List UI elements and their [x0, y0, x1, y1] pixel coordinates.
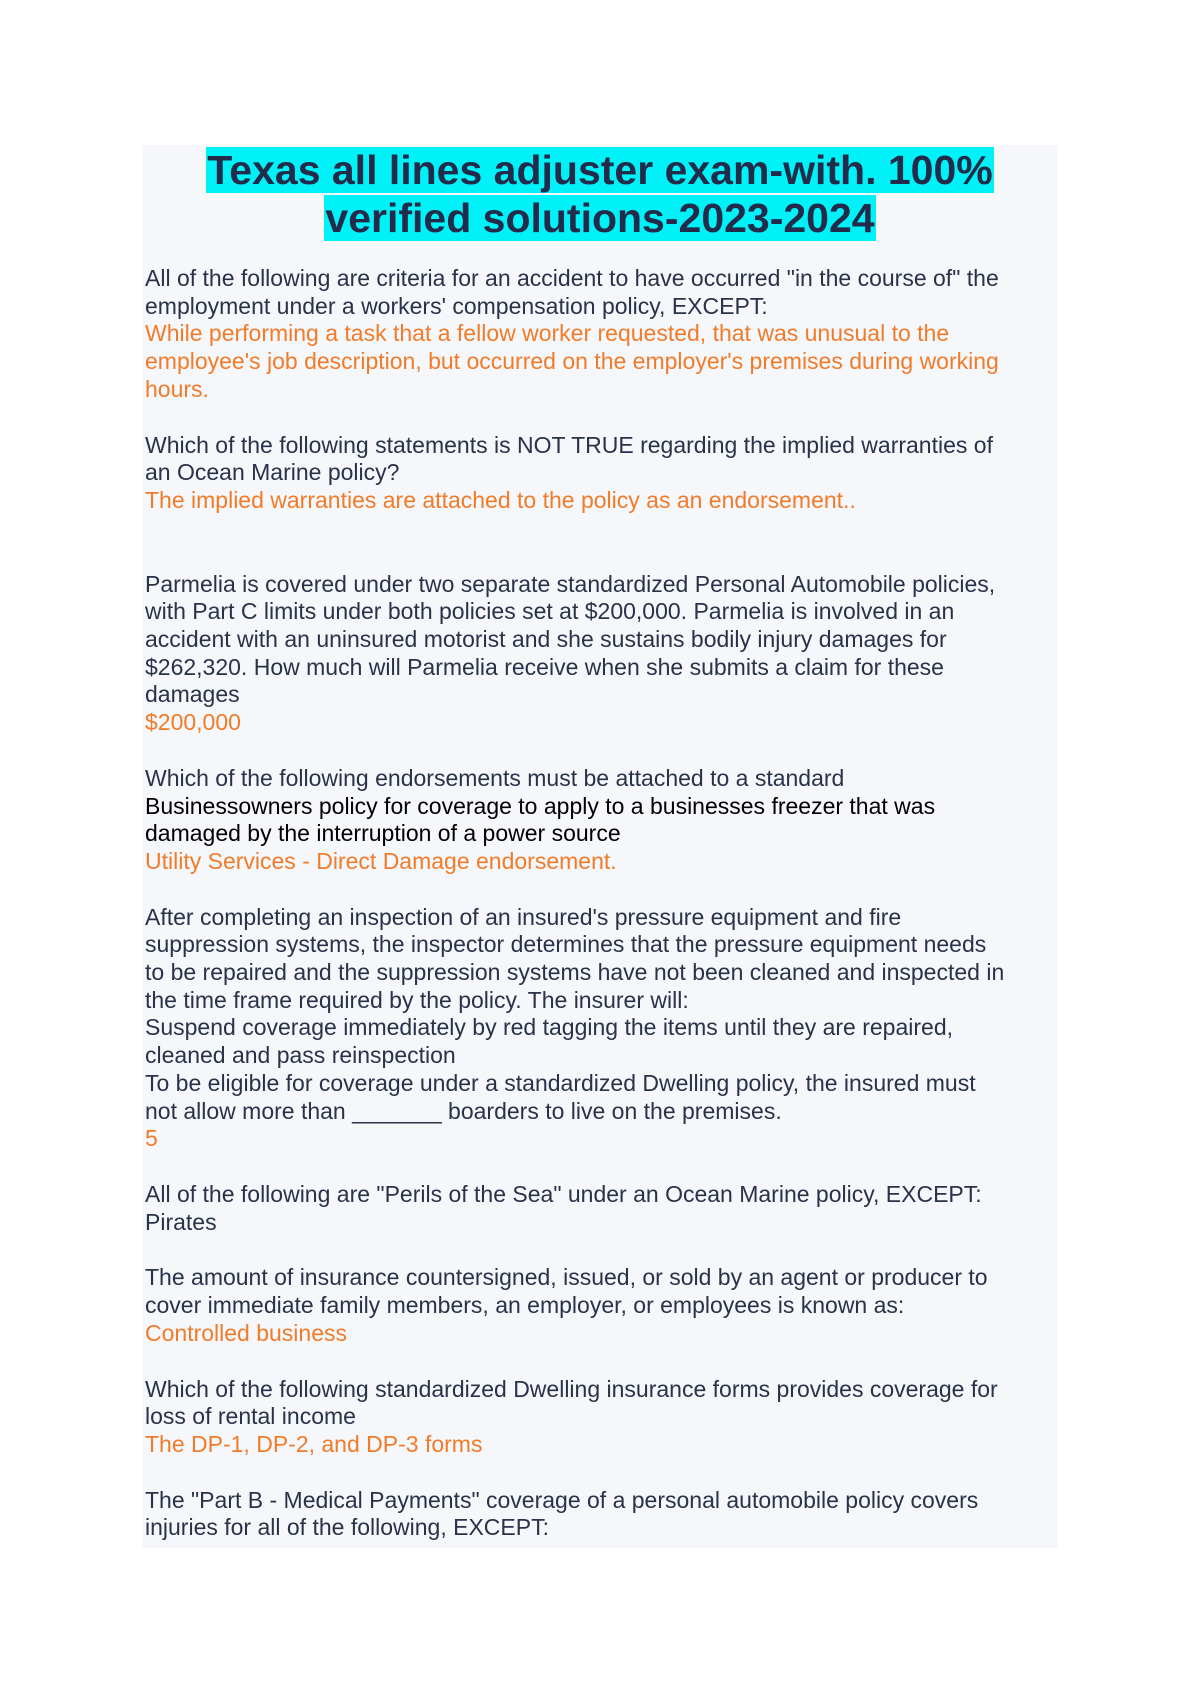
- question: [145, 904, 1057, 1015]
- answer: [145, 487, 1057, 515]
- answer-line: The DP-1, DP-2, and DP-3 forms: [145, 1430, 483, 1457]
- document-page: [142, 145, 1058, 1548]
- question-line: the time frame required by the policy. The insurer will:: [145, 986, 689, 1013]
- question-line: Businessowners policy for coverage to apply to a businesses freezer that was: [145, 792, 936, 819]
- question: [145, 1487, 1057, 1542]
- question-line: not allow more than _______ boarders to live on the premises.: [145, 1097, 782, 1124]
- qa-item: [145, 571, 1057, 737]
- qa-item: [145, 904, 1057, 1070]
- answer: [145, 709, 1057, 737]
- question-line: with Part C limits under both policies set at $200,000. Parmelia is involved in an: [145, 598, 955, 625]
- answer-line: Pirates: [145, 1208, 217, 1235]
- question: [145, 1070, 1057, 1125]
- question: [145, 432, 1057, 487]
- question-line: To be eligible for coverage under a standardized Dwelling policy, the insured must: [145, 1069, 976, 1096]
- question-line: Parmelia is covered under two separate standardized Personal Automobile policies,: [145, 570, 996, 597]
- question: [145, 1264, 1057, 1319]
- question: [145, 265, 1057, 320]
- answer-line: Utility Services - Direct Damage endorsement.: [145, 847, 617, 874]
- question-line: cover immediate family members, an employer, or employees is known as:: [145, 1292, 905, 1319]
- question: [145, 765, 1057, 848]
- answer-line: While performing a task that a fellow worker requested, that was unusual to the: [145, 320, 950, 347]
- qa-item: [145, 1376, 1057, 1459]
- question-line: All of the following are criteria for an accident to have occurred "in the course of" the: [145, 265, 999, 291]
- question: [145, 571, 1057, 710]
- qa-item: [145, 1487, 1057, 1542]
- document-title: [142, 145, 1058, 242]
- answer: [145, 848, 1057, 876]
- title-line-1: Texas all lines adjuster exam-with. 100%: [207, 147, 993, 193]
- question-line: The "Part B - Medical Payments" coverage of a personal automobile policy covers: [145, 1486, 979, 1513]
- question-line: employment under a workers' compensation policy, EXCEPT:: [145, 292, 768, 319]
- question-line: All of the following are "Perils of the Sea" under an Ocean Marine policy, EXCEPT:: [145, 1180, 982, 1207]
- qa-item: [145, 1264, 1057, 1347]
- answer-line: Suspend coverage immediately by red tagging the items until they are repaired,: [145, 1014, 954, 1041]
- question-line: $262,320. How much will Parmelia receive when she submits a claim for these: [145, 653, 944, 680]
- answer-line: The implied warranties are attached to the policy as an endorsement..: [145, 486, 856, 513]
- question-line: injuries for all of the following, EXCEPT:: [145, 1514, 549, 1541]
- question-line: an Ocean Marine policy?: [145, 459, 400, 486]
- question: [145, 1376, 1057, 1431]
- answer: [145, 1209, 1057, 1237]
- question-line: to be repaired and the suppression systems have not been cleaned and inspected in: [145, 959, 1005, 986]
- question-line: Which of the following statements is NOT TRUE regarding the implied warranties of: [145, 431, 993, 458]
- answer-line: hours.: [145, 375, 209, 402]
- qa-item: [145, 1181, 1057, 1236]
- question-line: Which of the following endorsements must be attached to a standard: [145, 764, 845, 791]
- qa-item: [145, 765, 1057, 876]
- question-line: After completing an inspection of an insured's pressure equipment and fire: [145, 903, 902, 930]
- answer: [145, 1320, 1057, 1348]
- qa-item: [145, 432, 1057, 515]
- qa-list: [145, 265, 1057, 1542]
- answer: [145, 1431, 1057, 1459]
- answer: [145, 1125, 1057, 1153]
- title-line-2: verified solutions-2023-2024: [325, 195, 875, 241]
- answer-line: Controlled business: [145, 1319, 348, 1346]
- question-line: damaged by the interruption of a power source: [145, 820, 621, 847]
- question-line: The amount of insurance countersigned, issued, or sold by an agent or producer to: [145, 1264, 988, 1291]
- answer-line: cleaned and pass reinspection: [145, 1042, 456, 1069]
- question: [145, 1181, 1057, 1209]
- qa-item: [145, 265, 1057, 404]
- question-line: suppression systems, the inspector determines that the pressure equipment needs: [145, 931, 987, 958]
- question-line: Which of the following standardized Dwelling insurance forms provides coverage for: [145, 1375, 998, 1402]
- question-line: damages: [145, 681, 240, 708]
- question-line: loss of rental income: [145, 1403, 356, 1430]
- answer-line: $200,000: [145, 709, 241, 736]
- answer-line: 5: [145, 1125, 158, 1152]
- question-line: accident with an uninsured motorist and she sustains bodily injury damages for: [145, 626, 947, 653]
- answer: [145, 1014, 1057, 1069]
- answer-line: employee's job description, but occurred on the employer's premises during working: [145, 348, 999, 375]
- answer: [145, 320, 1057, 403]
- qa-item: [145, 1070, 1057, 1153]
